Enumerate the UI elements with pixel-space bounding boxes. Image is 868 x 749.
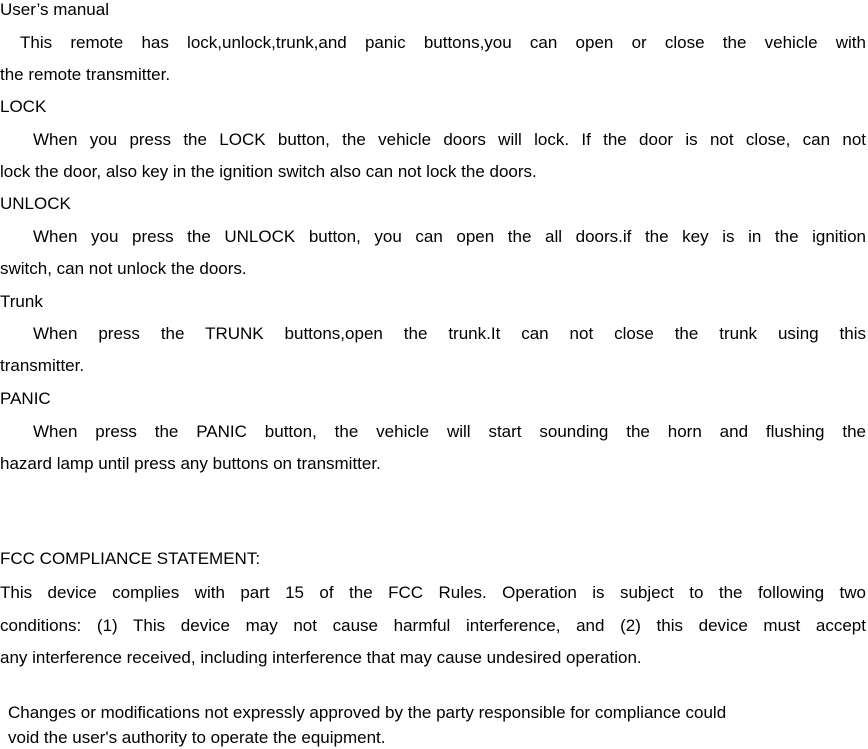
intro-line-1: This remote has lock,unlock,trunk,and panic buttons,you can open or close the vehicle with bbox=[20, 33, 866, 52]
changes-notice-line-1: Changes or modifications not expressly approved by the party responsible for compliance could bbox=[8, 703, 727, 722]
lock-text-line-2: lock the door, also key in the ignition switch also can not lock the doors. bbox=[0, 162, 537, 181]
section-heading-unlock: UNLOCK bbox=[0, 194, 71, 213]
manual-title: User’s manual bbox=[0, 0, 109, 19]
panic-text-line-1: When press the PANIC button, the vehicle will start sounding the horn and flushing the bbox=[33, 422, 866, 441]
fcc-text-line-1: This device complies with part 15 of the FCC Rules. Operation is subject to the following two bbox=[0, 583, 866, 602]
unlock-text-line-1: When you press the UNLOCK button, you can open the all doors.if the key is in the ignition bbox=[33, 227, 866, 246]
section-heading-panic: PANIC bbox=[0, 389, 51, 408]
unlock-text-line-2: switch, can not unlock the doors. bbox=[0, 259, 247, 278]
changes-notice-line-2: void the user's authority to operate the equipment. bbox=[8, 728, 386, 747]
fcc-text-line-3: any interference received, including interference that may cause undesired operation. bbox=[0, 648, 642, 667]
fcc-text-line-2: conditions: (1) This device may not cause harmful interference, and (2) this device must accept bbox=[0, 616, 866, 635]
fcc-heading: FCC COMPLIANCE STATEMENT: bbox=[0, 549, 261, 568]
trunk-text-line-1: When press the TRUNK buttons,open the trunk.It can not close the trunk using this bbox=[33, 324, 866, 343]
section-heading-lock: LOCK bbox=[0, 97, 47, 116]
lock-text-line-1: When you press the LOCK button, the vehicle doors will lock. If the door is not close, can not bbox=[33, 130, 866, 149]
intro-line-2: the remote transmitter. bbox=[0, 65, 171, 84]
trunk-text-line-2: transmitter. bbox=[0, 356, 85, 375]
panic-text-line-2: hazard lamp until press any buttons on transmitter. bbox=[0, 454, 381, 473]
section-heading-trunk: Trunk bbox=[0, 292, 43, 311]
